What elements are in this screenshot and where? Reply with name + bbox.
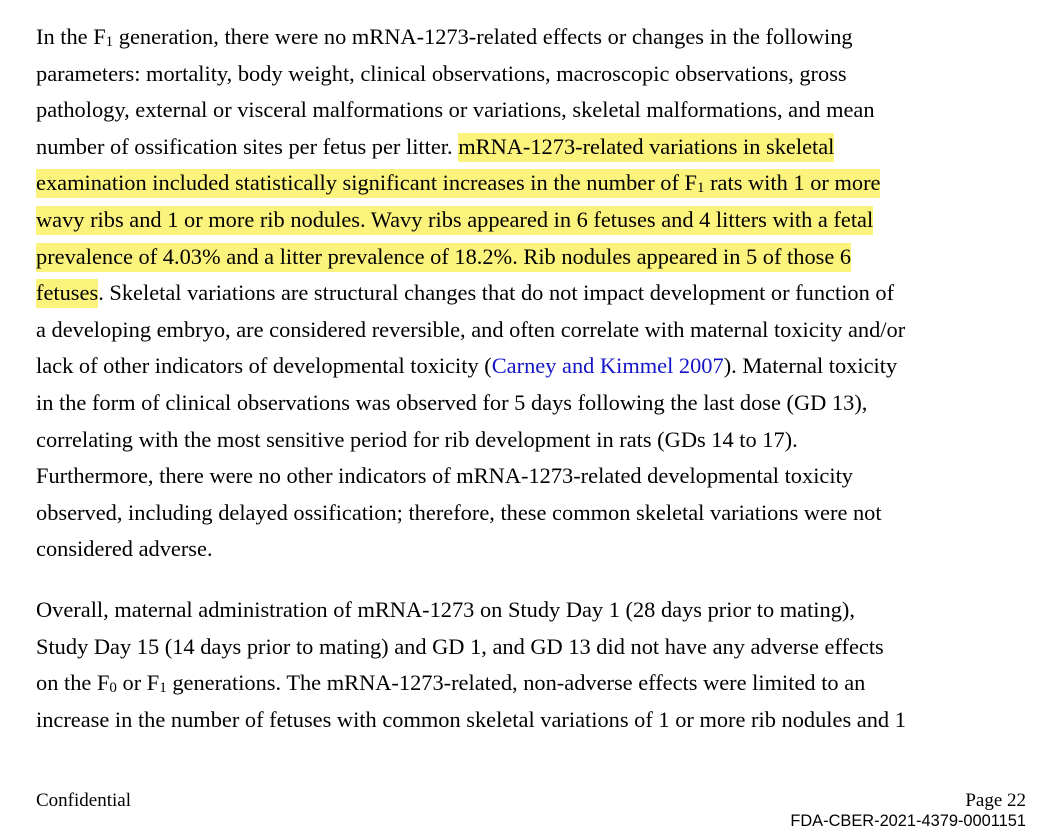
footer-confidential-label: Confidential xyxy=(36,790,131,811)
text-line: on the $F_0$ or $F_1$ generations. The mRNA-1273-related, non-adverse effects were limited to an xyxy=(36,670,866,697)
text-line xyxy=(36,165,1028,202)
text-line xyxy=(36,239,1028,276)
text-line: increase in the number of fetuses with common skeletal variations of 1 or more rib nodules and 1 xyxy=(36,706,906,732)
subscript: 1 xyxy=(696,180,705,197)
paragraph-overall-summary xyxy=(36,592,1028,738)
highlighted-text: wavy ribs and 1 or more rib nodules. Wavy ribs appeared in 6 fetuses and 4 litters with a fetal xyxy=(36,206,873,235)
subscript: 1 xyxy=(159,680,167,697)
text-line: a developing embryo, are considered reversible, and often correlate with maternal toxicity and/or xyxy=(36,316,906,342)
text-line: in the form of clinical observations was observed for 5 days following the last dose (GD 13), xyxy=(36,389,868,415)
text-line: number of ossification sites per fetus per litter. mRNA-1273-related variations in skeletal xyxy=(36,129,1028,166)
highlighted-text: fetuses xyxy=(36,279,98,308)
text-line: Furthermore, there were no other indicators of mRNA-1273-related developmental toxicity xyxy=(36,463,853,489)
text-line: pathology, external or visceral malformations or variations, skeletal malformations, and mean xyxy=(36,97,875,123)
document-id: FDA-CBER-2021-4379-0001151 xyxy=(790,812,1026,830)
text-line: parameters: mortality, body weight, clinical observations, macroscopic observations, gross xyxy=(36,60,847,86)
page-number: Page 22 xyxy=(965,790,1026,811)
text-line: correlating with the most sensitive period for rib development in rats (GDs 14 to 17). xyxy=(36,426,798,452)
highlighted-text: mRNA-1273-related variations in skeletal xyxy=(458,133,834,162)
text-line: fetuses. Skeletal variations are structural changes that do not impact development or function of xyxy=(36,275,1028,312)
paragraph-f1-generation-findings xyxy=(36,19,1028,568)
text-line xyxy=(36,202,1028,239)
text-line: Overall, maternal administration of mRNA-1273 on Study Day 1 (28 days prior to mating), xyxy=(36,597,855,622)
text-line: observed, including delayed ossification; therefore, these common skeletal variations were not xyxy=(36,499,882,525)
text-line: Study Day 15 (14 days prior to mating) and GD 1, and GD 13 did not have any adverse effects xyxy=(36,633,884,659)
highlighted-text: examination included statistically significant increases in the number of $F_1$ rats with 1 or more xyxy=(36,170,881,197)
text-line: In the $F_1$ generation, there were no mRNA-1273-related effects or changes in the following xyxy=(36,24,853,50)
text-line: lack of other indicators of developmental toxicity (Carney and Kimmel 2007). Maternal toxicity xyxy=(36,353,898,379)
text-line: considered adverse. xyxy=(36,536,213,562)
citation-link[interactable]: Carney and Kimmel 2007 xyxy=(491,353,724,379)
highlighted-text: prevalence of 4.03% and a litter prevalence of 18.2%. Rib nodules appeared in 5 of those 6 xyxy=(36,243,851,272)
subscript: 1 xyxy=(105,34,114,50)
subscript: 0 xyxy=(109,680,117,697)
